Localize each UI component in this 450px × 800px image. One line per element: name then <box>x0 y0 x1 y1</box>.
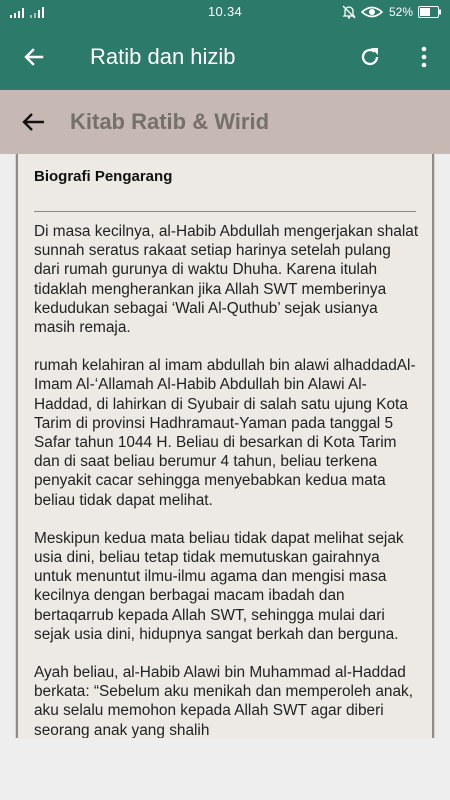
back-arrow-icon[interactable] <box>22 45 46 69</box>
divider <box>34 211 416 212</box>
sub-header <box>0 90 450 154</box>
alarm-off-icon <box>341 4 357 20</box>
article-paragraph: Meskipun kedua mata beliau tidak dapat melihat sejak usia dini, beliau tetap tidak memutuskan gairahnya untuk menuntut ilmu-ilmu agama dan mengisi masa kecilnya dengan berbagai macam ibadah dan bertaqarrub kepada Allah SWT, sehingga mulai dari sejak usia dini, hidupnya sangat berkah dan berguna. <box>34 529 404 643</box>
status-time: 10.34 <box>207 4 243 19</box>
article-heading: Biografi Pengarang <box>34 168 173 185</box>
article-body <box>34 222 420 738</box>
app-title: Ratib dan hizib <box>90 44 236 69</box>
battery-percent: 52% <box>388 5 413 19</box>
eye-icon <box>361 4 383 20</box>
article-paragraph: rumah kelahiran al imam abdullah bin alawi alhaddadAl-Imam Al-‘Allamah Al-Habib Abdullah bin Alawi Al-Haddad, di lahirkan di Syubair di salah satu ujung Kota Tarim di provinsi Hadhramaut-Yaman pada tanggal 5 Safar tahun 1044 H. Beliau di besarkan di Kota Tarim dan di saat beliau berumur 4 tahun, beliau terkena penyakit cacar sehingga menyebabkan kedua mata beliau tidak dapat melihat. <box>34 357 416 509</box>
status-right <box>341 4 442 20</box>
status-bar <box>0 0 450 24</box>
content-scroll-area[interactable] <box>0 154 450 738</box>
back-arrow-icon[interactable] <box>20 110 46 134</box>
bottom-blank-bar <box>0 738 450 800</box>
sub-header-title: Kitab Ratib & Wirid <box>70 109 270 134</box>
battery-icon <box>418 6 442 18</box>
article-page <box>16 154 434 738</box>
more-vert-icon[interactable] <box>412 45 436 69</box>
app-bar <box>0 24 450 90</box>
article-paragraph: Ayah beliau, al-Habib Alawi bin Muhammad al-Haddad berkata: “Sebelum aku menikah dan memperoleh anak, aku selalu memohon kepada Allah SWT agar diberi seorang anak yang shalih <box>34 664 413 738</box>
refresh-icon[interactable] <box>358 45 382 69</box>
article-paragraph: Di masa kecilnya, al-Habib Abdullah mengerjakan shalat sunnah seratus rakaat setiap harinya setelah pulang dari rumah gurunya di waktu Dhuha. Karena itulah tidaklah mengherankan jika Allah SWT memberinya kedudukan sebagai ‘Wali Al-Quthub’ sejak usianya masih remaja. <box>34 223 419 337</box>
